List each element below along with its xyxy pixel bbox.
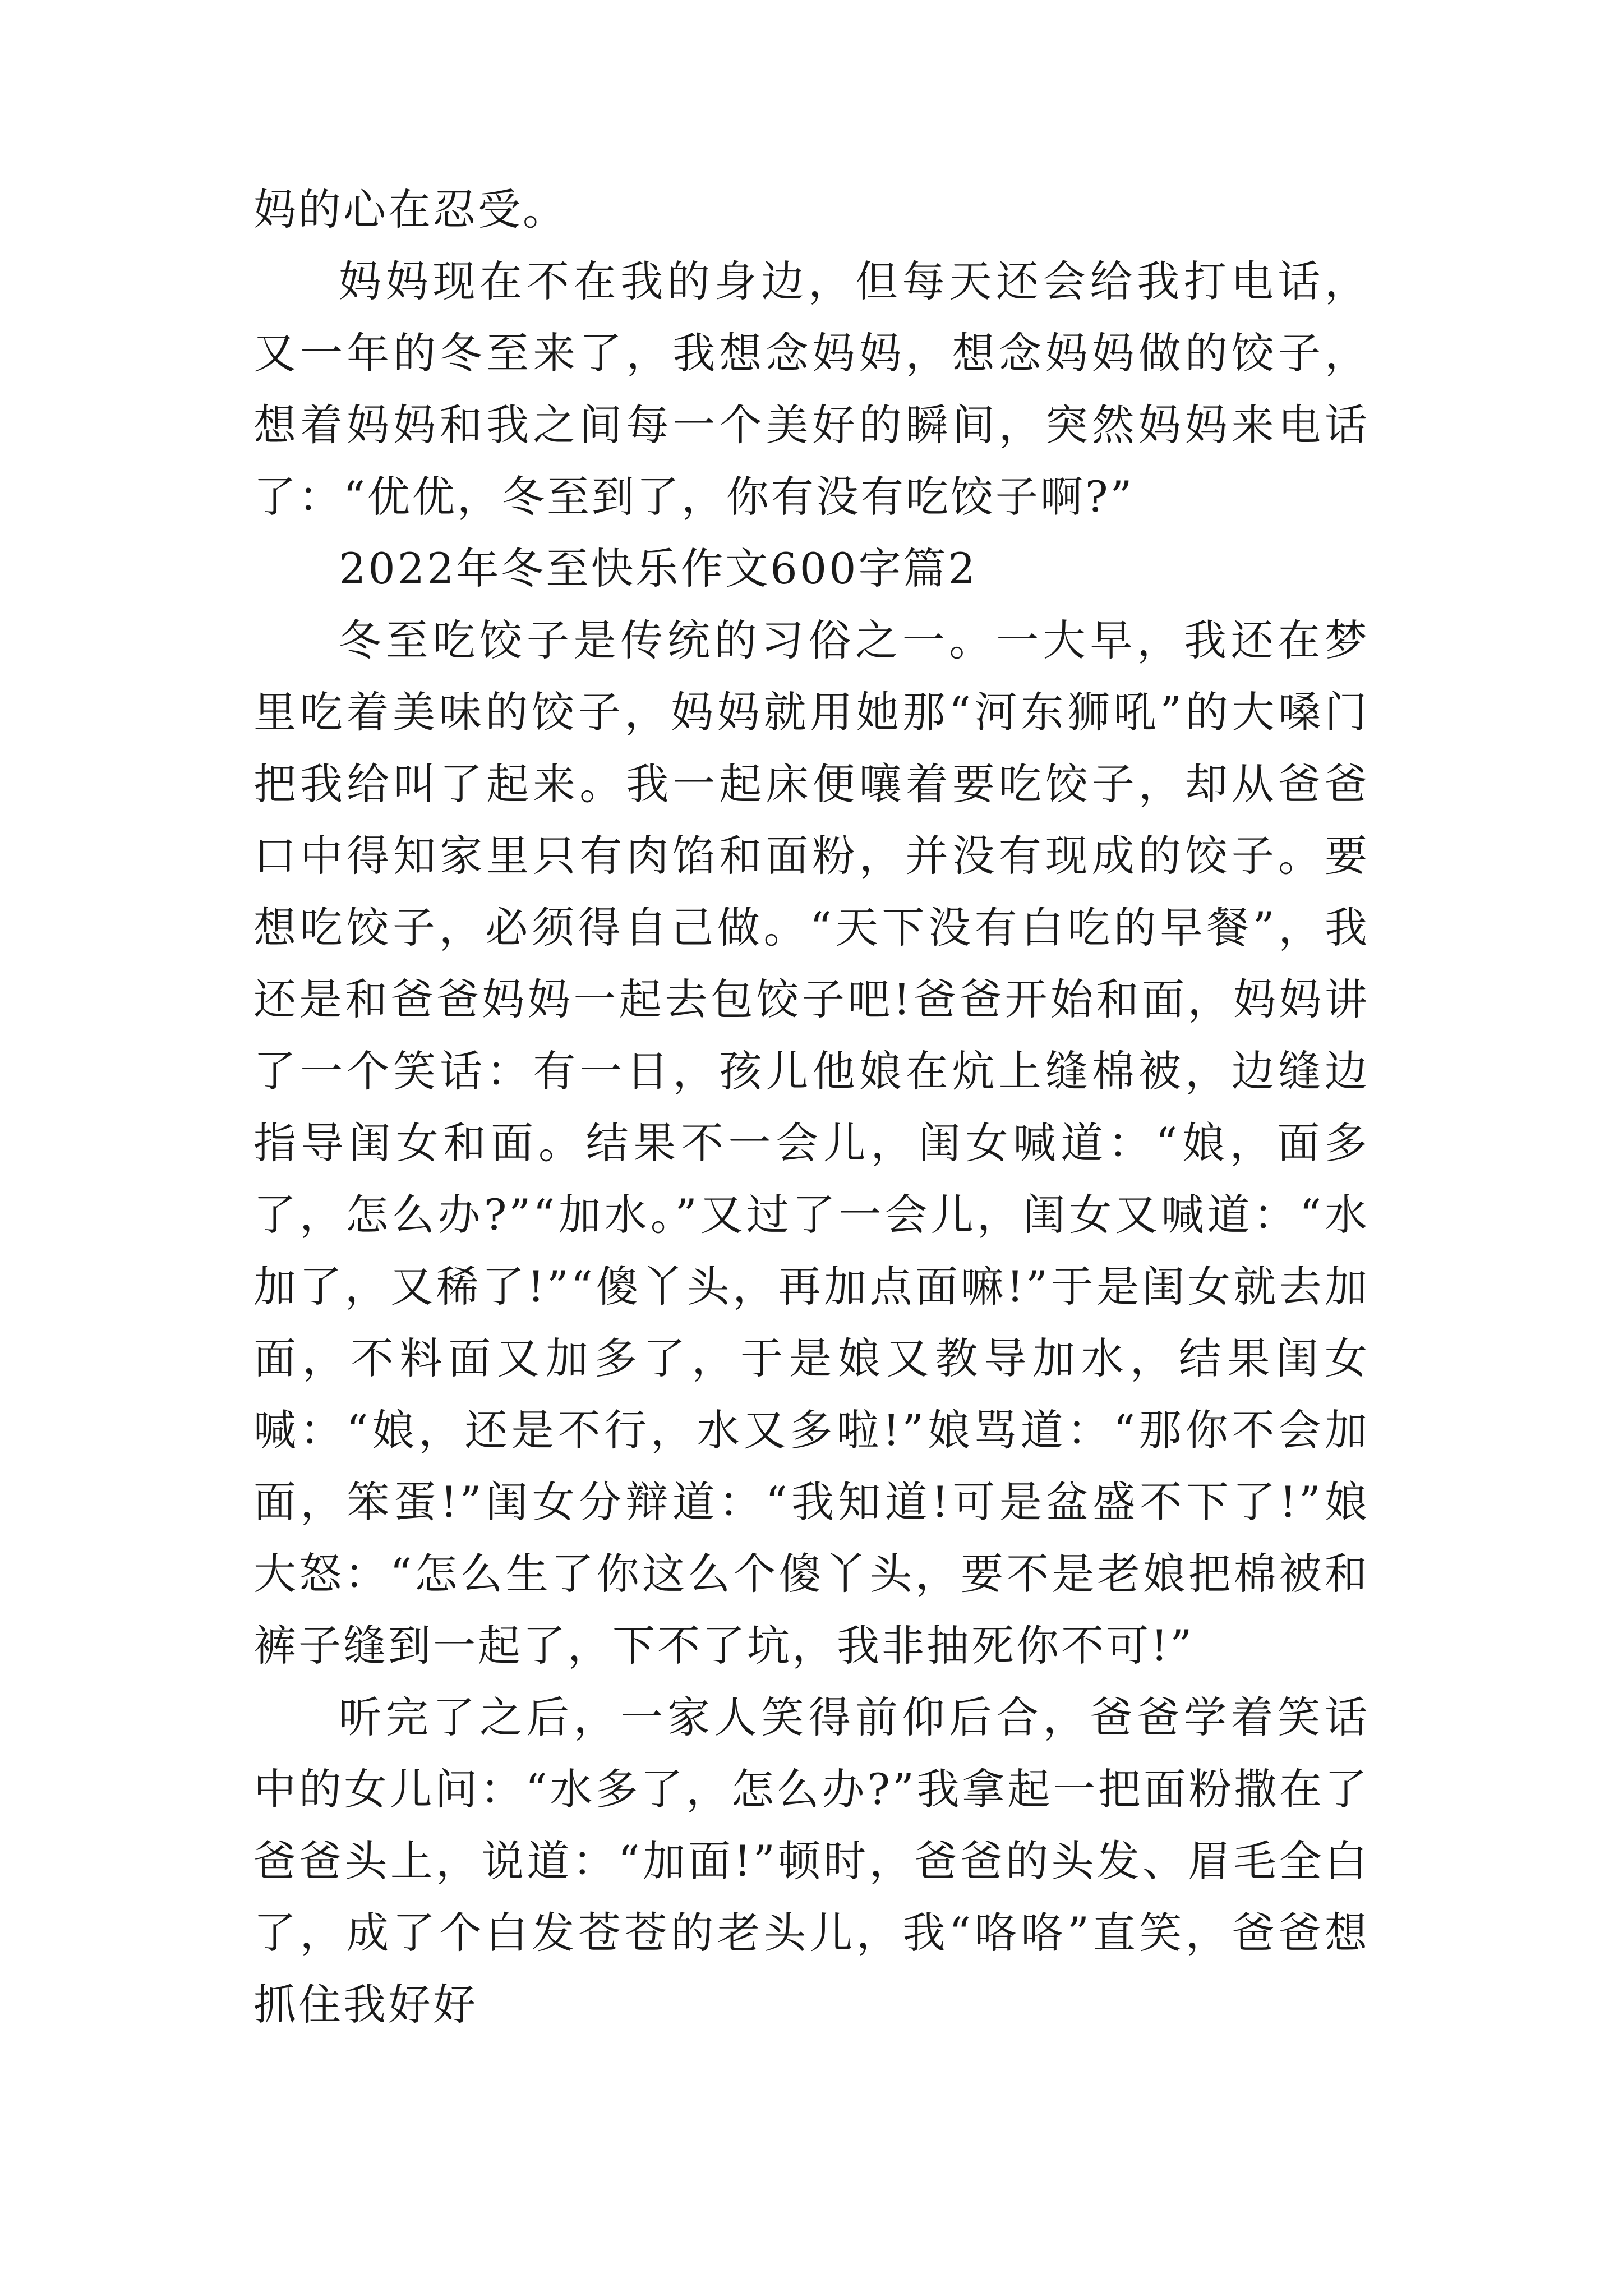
paragraph-continuation: 妈的心在忍受。 — [253, 185, 568, 234]
paragraph-dumplings-story: 冬至吃饺子是传统的习俗之一。一大早，我还在梦里吃着美味的饺子，妈妈就用她那“河东狮吼”的大嗓门把我给叫了起来。我一起床便嚷着要吃饺子，却从爸爸口中得知家里只有肉馅和面粉，并没有现成的饺子。要想吃饺子，必须得自己做。“天下没有白吃的早餐”，我还是和爸爸妈妈一起去包饺子吧!爸爸开始和面，妈妈讲了一个笑话：有一日，孩儿他娘在炕上缝棉被，边缝边指导闺女和面。结果不一会儿，闺女喊道：“娘，面多了，怎么办?”“加水。”又过了一会儿，闺女又喊道：“水加了，又稀了!”“傻丫头，再加点面嘛!”于是闺女就去加面，不料面又加多了，于是娘又教导加水，结果闺女喊：“娘，还是不行，水又多啦!”娘骂道：“那你不会加面，笨蛋!”闺女分辩道：“我知道!可是盆盛不下了!”娘大怒：“怎么生了你这么个傻丫头，要不是老娘把棉被和裤子缝到一起了，下不了坑，我非抽死你不可!” — [253, 615, 1370, 1671]
document-body — [253, 174, 1370, 2041]
paragraph-family-laughter: 听完了之后，一家人笑得前仰后合，爸爸学着笑话中的女儿问：“水多了，怎么办?”我拿起一把面粉撒在了爸爸头上，说道：“加面!”顿时，爸爸的头发、眉毛全白了，成了个白发苍苍的老头儿，我“咯咯”直笑，爸爸想抓住我好好 — [253, 1692, 1370, 2030]
paragraph-phone-call: 妈妈现在不在我的身边，但每天还会给我打电话，又一年的冬至来了，我想念妈妈，想念妈妈做的饺子，想着妈妈和我之间每一个美好的瞬间，突然妈妈来电话了：“优优，冬至到了，你有没有吃饺子啊?” — [253, 256, 1370, 522]
section-heading: 2022年冬至快乐作文600字篇2 — [339, 544, 978, 593]
